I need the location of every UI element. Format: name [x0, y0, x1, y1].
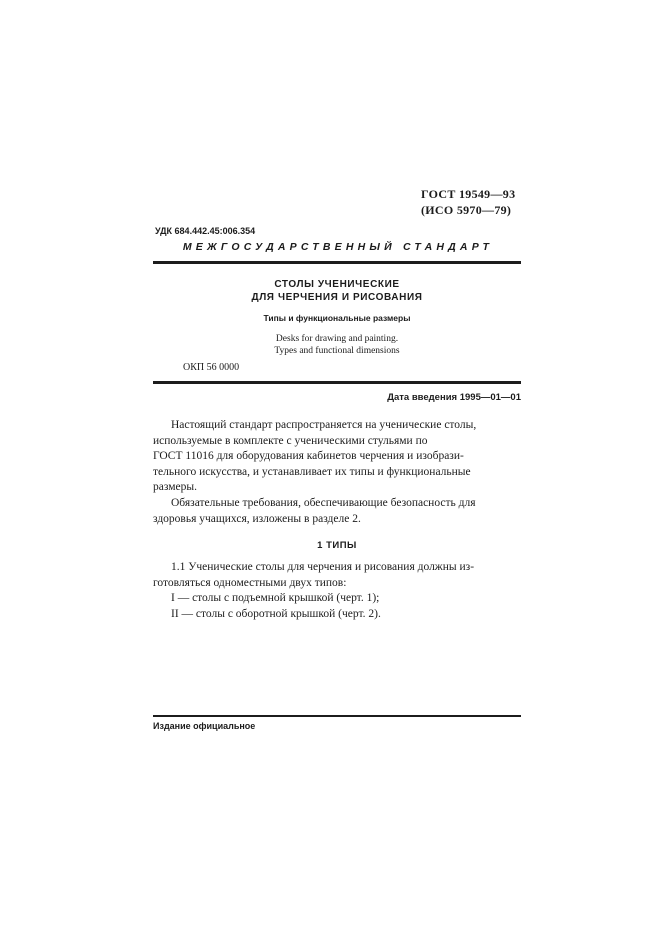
document-subtitle: Типы и функциональные размеры	[263, 313, 411, 323]
gost-line-1: ГОСТ 19549—93	[421, 187, 516, 201]
introduction-date: Дата введения 1995—01—01	[387, 392, 521, 403]
document-title	[153, 278, 521, 304]
english-title	[153, 333, 521, 357]
udk-code: УДК 684.442.45:006.354	[155, 226, 256, 236]
paragraph-line: Настоящий стандарт распространяется на ученические столы,	[171, 419, 477, 431]
list-item: II — столы с оборотной крышкой (черт. 2).	[171, 607, 381, 620]
footer-divider	[153, 715, 521, 717]
paragraph-safety	[153, 496, 521, 527]
gost-number	[421, 186, 515, 218]
title-line-1: СТОЛЫ УЧЕНИЧЕСКИЕ	[274, 279, 400, 290]
title-divider-thick	[153, 381, 521, 384]
paragraph-line: 1.1 Ученические столы для черчения и рисования должны из-	[171, 561, 475, 573]
section-types-text	[153, 560, 521, 622]
header-divider-thick	[153, 261, 521, 264]
list-item: I — столы с подъемной крышкой (черт. 1);	[171, 592, 380, 604]
english-title-line-1: Desks for drawing and painting.	[275, 334, 399, 344]
paragraph-line: ГОСТ 11016 для оборудования кабинетов черчения и изобрази-	[153, 450, 464, 462]
paragraph-line: используемые в комплекте с ученическими стульями по	[153, 434, 428, 447]
official-edition-label: Издание официальное	[153, 721, 256, 731]
paragraph-line: готовляться одноместными двух типов:	[153, 576, 347, 589]
english-title-line-2: Types and functional dimensions	[274, 346, 400, 356]
gost-line-2: (ИСО 5970—79)	[421, 203, 512, 217]
paragraph-line: здоровья учащихся, изложены в разделе 2.	[153, 512, 361, 525]
paragraph-line: Обязательные требования, обеспечивающие безопасность для	[171, 497, 476, 509]
paragraph-scope	[153, 418, 521, 496]
paragraph-line: тельного искусства, и устанавливает их типы и функциональные	[153, 465, 471, 478]
interstate-standard-heading: МЕЖГОСУДАРСТВЕННЫЙ СТАНДАРТ	[182, 241, 494, 253]
title-line-2: ДЛЯ ЧЕРЧЕНИЯ И РИСОВАНИЯ	[251, 292, 423, 303]
paragraph-line: размеры.	[153, 481, 197, 493]
section-heading-types: 1 ТИПЫ	[317, 540, 357, 551]
okp-code: ОКП 56 0000	[183, 362, 240, 373]
